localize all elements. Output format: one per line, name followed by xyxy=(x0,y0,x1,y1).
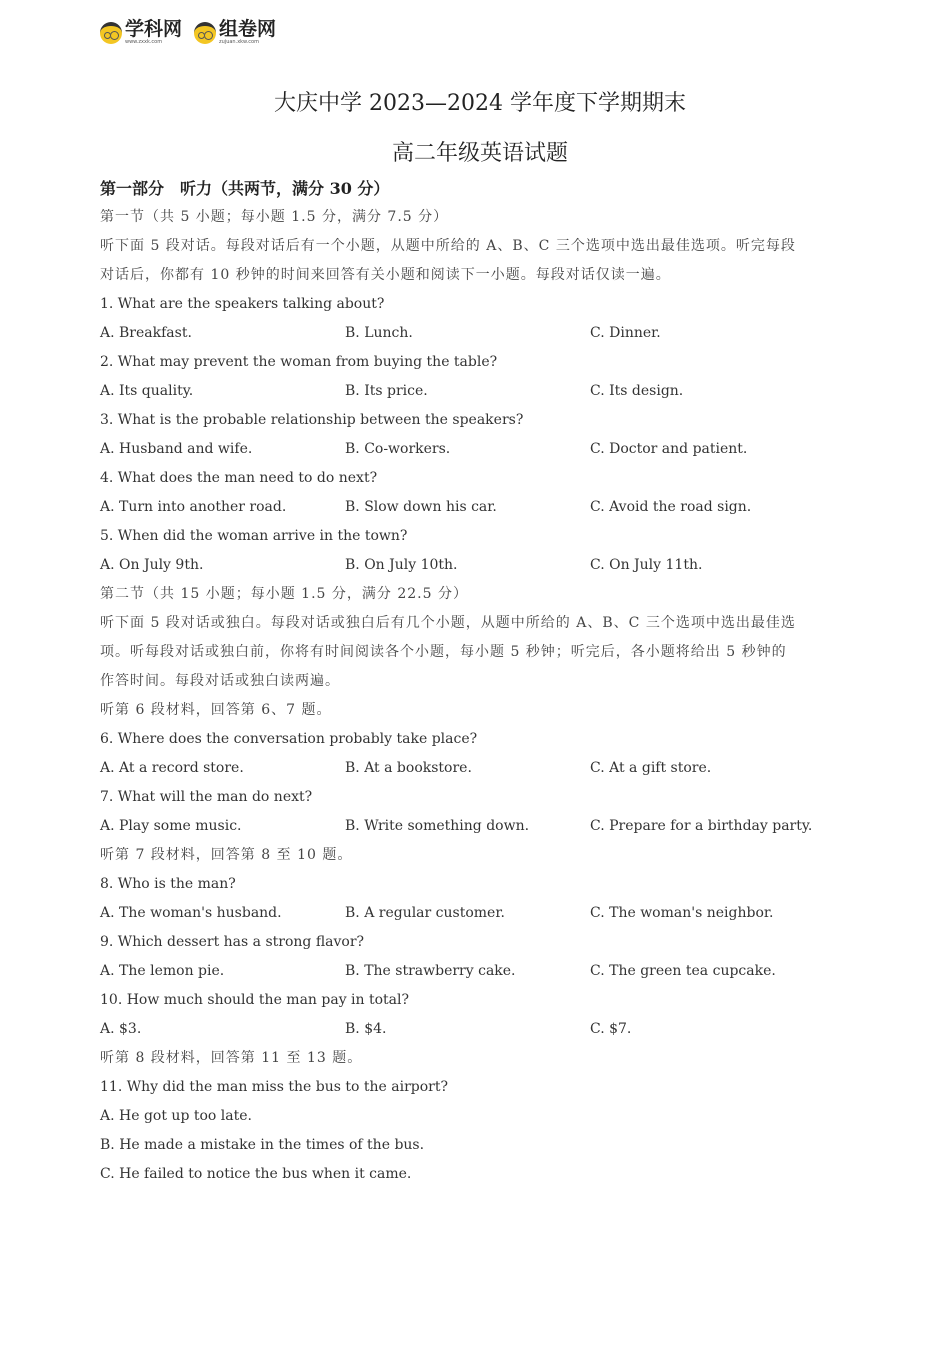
question-text: 3. What is the probable relationship between the speakers? xyxy=(100,412,524,428)
answer-option: A. Husband and wife. xyxy=(100,441,253,457)
question-text: 10. How much should the man pay in total? xyxy=(100,992,410,1008)
answer-option: C. Prepare for a birthday party. xyxy=(590,818,813,834)
answer-option: C. Doctor and patient. xyxy=(590,441,748,457)
question-text: 11. Why did the man miss the bus to the airport? xyxy=(100,1079,448,1095)
answer-option: B. Write something down. xyxy=(345,818,530,834)
exam-title: 大庆中学 2023—2024 学年度下学期期末 xyxy=(274,91,686,116)
answer-option: A. Breakfast. xyxy=(100,325,192,341)
exam-subtitle: 高二年级英语试题 xyxy=(391,141,568,166)
answer-option: C. $7. xyxy=(590,1021,632,1037)
question-text: B. He made a mistake in the times of the bus. xyxy=(100,1137,425,1153)
answer-option: B. At a bookstore. xyxy=(345,760,472,776)
answer-options xyxy=(100,493,870,522)
answer-option: B. Co-workers. xyxy=(345,441,451,457)
answer-option: A. At a record store. xyxy=(100,760,244,776)
answer-option: A. Its quality. xyxy=(100,383,194,399)
answer-option: A. The woman's husband. xyxy=(100,905,282,921)
logo-zxxk: 学科网 www.zxxk.com xyxy=(100,20,182,45)
question-text: 8. Who is the man? xyxy=(100,876,236,892)
part-heading: 第一部分 听力（共两节，满分 30 分） xyxy=(100,179,390,198)
owl-logo-icon xyxy=(194,22,216,44)
answer-option: A. Turn into another road. xyxy=(100,499,287,515)
answer-option: B. The strawberry cake. xyxy=(345,963,516,979)
answer-options xyxy=(100,319,870,348)
question-text: 9. Which dessert has a strong flavor? xyxy=(100,934,365,950)
answer-options xyxy=(100,957,870,986)
answer-option: B. Lunch. xyxy=(345,325,413,341)
instruction-text: 第二节（共 15 小题；每小题 1.5 分，满分 22.5 分） xyxy=(100,586,468,602)
instruction-text: 听下面 5 段对话或独白。每段对话或独白后有几个小题，从题中所给的 A、B、C 三个选项中选出最佳选 xyxy=(100,615,796,631)
instruction-text: 对话后，你都有 10 秒钟的时间来回答有关小题和阅读下一小题。每段对话仅读一遍。 xyxy=(100,267,671,283)
answer-option: B. Slow down his car. xyxy=(345,499,497,515)
question-text: 7. What will the man do next? xyxy=(100,789,313,805)
question-text: 2. What may prevent the woman from buying the table? xyxy=(100,354,498,370)
answer-option: A. On July 9th. xyxy=(100,557,204,573)
question-text: 4. What does the man need to do next? xyxy=(100,470,378,486)
answer-option: C. The woman's neighbor. xyxy=(590,905,774,921)
instruction-text: 作答时间。每段对话或独白读两遍。 xyxy=(100,673,340,689)
answer-options xyxy=(100,899,870,928)
answer-options xyxy=(100,435,870,464)
instruction-text: 听下面 5 段对话。每段对话后有一个小题，从题中所给的 A、B、C 三个选项中选出最佳选项。听完每段 xyxy=(100,238,796,254)
answer-options xyxy=(100,1015,870,1044)
instruction-text: 第一节（共 5 小题；每小题 1.5 分，满分 7.5 分） xyxy=(100,209,449,225)
answer-option: B. Its price. xyxy=(345,383,428,399)
instruction-text: 项。听每段对话或独白前，你将有时间阅读各个小题，每小题 5 秒钟；听完后，各小题将给出 5 秒钟的 xyxy=(100,644,787,660)
answer-option: C. On July 11th. xyxy=(590,557,703,573)
answer-option: A. The lemon pie. xyxy=(100,963,225,979)
owl-logo-icon xyxy=(100,22,122,44)
answer-options xyxy=(100,377,870,406)
answer-option: C. At a gift store. xyxy=(590,760,712,776)
answer-options xyxy=(100,812,870,841)
answer-option: C. Its design. xyxy=(590,383,684,399)
instruction-text: 听第 7 段材料，回答第 8 至 10 题。 xyxy=(100,847,353,863)
instruction-text: 听第 6 段材料，回答第 6、7 题。 xyxy=(100,702,332,718)
question-text: A. He got up too late. xyxy=(100,1108,252,1124)
answer-option: C. The green tea cupcake. xyxy=(590,963,776,979)
question-text: 1. What are the speakers talking about? xyxy=(100,296,385,312)
exam-content xyxy=(100,174,870,1189)
question-text: C. He failed to notice the bus when it came. xyxy=(100,1166,412,1182)
question-text: 6. Where does the conversation probably take place? xyxy=(100,731,478,747)
header-logos xyxy=(100,20,276,45)
answer-option: A. Play some music. xyxy=(100,818,242,834)
answer-option: B. On July 10th. xyxy=(345,557,458,573)
answer-option: B. A regular customer. xyxy=(345,905,505,921)
answer-option: C. Dinner. xyxy=(590,325,661,341)
logo-zujuan: 组卷网 zujuan.xkw.com xyxy=(194,20,276,45)
instruction-text: 听第 8 段材料，回答第 11 至 13 题。 xyxy=(100,1050,363,1066)
answer-option: B. $4. xyxy=(345,1021,387,1037)
question-text: 5. When did the woman arrive in the town? xyxy=(100,528,408,544)
answer-options xyxy=(100,551,870,580)
answer-option: C. Avoid the road sign. xyxy=(590,499,752,515)
answer-option: A. $3. xyxy=(100,1021,142,1037)
answer-options xyxy=(100,754,870,783)
